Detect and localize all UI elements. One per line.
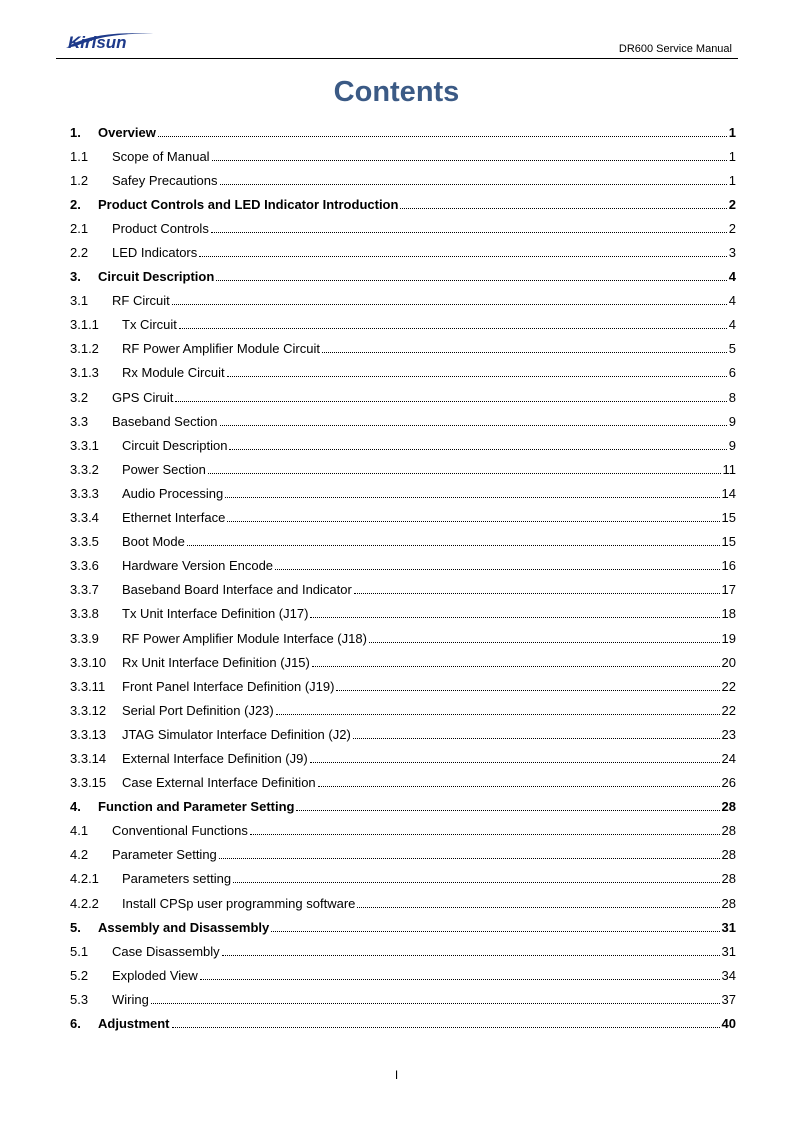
toc-leader-dots xyxy=(227,521,719,522)
toc-entry[interactable] xyxy=(70,409,736,433)
toc-leader-dots xyxy=(219,858,720,859)
toc-leader-dots xyxy=(225,497,719,498)
toc-entry-title[interactable]: Parameters setting xyxy=(122,871,232,887)
toc-entry-page[interactable]: 22 xyxy=(721,678,736,694)
toc-entry-title[interactable]: Baseband Section xyxy=(112,413,218,429)
toc-entry-page[interactable]: 4 xyxy=(728,293,736,309)
toc-leader-dots xyxy=(400,208,726,209)
toc-entry[interactable] xyxy=(70,650,736,674)
toc-entry-title[interactable]: Rx Unit Interface Definition (J15) xyxy=(122,654,310,670)
toc-entry-number: 3.3.10 xyxy=(70,654,107,670)
toc-entry-number: 3.3.6 xyxy=(70,558,99,574)
toc-entry[interactable] xyxy=(70,578,736,602)
toc-leader-dots xyxy=(172,304,727,305)
toc-leader-dots xyxy=(357,907,719,908)
toc-leader-dots xyxy=(220,425,727,426)
toc-entry[interactable] xyxy=(70,506,736,530)
toc-entry-number: 1.2 xyxy=(70,172,89,188)
toc-entry-number: 1.1 xyxy=(70,148,89,164)
toc-entry-page[interactable]: 1 xyxy=(728,148,736,164)
toc-entry-number: 2. xyxy=(70,196,81,212)
toc-entry[interactable] xyxy=(70,457,736,481)
toc-leader-dots xyxy=(369,642,720,643)
toc-entry[interactable] xyxy=(70,626,736,650)
toc-entry[interactable] xyxy=(70,915,736,939)
toc-entry-number: 5.3 xyxy=(70,991,89,1007)
logo-text: Kirisun xyxy=(68,33,127,52)
toc-entry-title[interactable]: Power Section xyxy=(122,461,206,477)
toc-entry[interactable] xyxy=(70,216,736,240)
toc-entry-page[interactable]: 26 xyxy=(721,775,736,791)
toc-leader-dots xyxy=(187,545,720,546)
toc-entry-page[interactable]: 8 xyxy=(728,389,736,405)
toc-leader-dots xyxy=(216,280,726,281)
toc-entry[interactable] xyxy=(70,722,736,746)
toc-entry[interactable] xyxy=(70,385,736,409)
toc-entry[interactable] xyxy=(70,144,736,168)
toc-entry-page[interactable]: 28 xyxy=(721,847,736,863)
toc-entry-page[interactable]: 37 xyxy=(721,991,736,1007)
toc-entry-title[interactable]: Hardware Version Encode xyxy=(122,558,274,574)
toc-entry-title[interactable]: Audio Processing xyxy=(122,485,224,501)
toc-entry-number: 3.3.13 xyxy=(70,726,107,742)
toc-leader-dots xyxy=(212,160,727,161)
toc-entry[interactable] xyxy=(70,746,736,770)
toc-entry-page[interactable]: 28 xyxy=(721,871,736,887)
toc-entry-title[interactable]: Circuit Description xyxy=(98,269,215,285)
toc-leader-dots xyxy=(310,617,719,618)
manual-title: DR600 Service Manual xyxy=(618,43,732,55)
toc-entry-number: 3.3.8 xyxy=(70,606,99,622)
toc-leader-dots xyxy=(227,376,727,377)
toc-entry-page[interactable]: 5 xyxy=(728,341,736,357)
toc-entry[interactable] xyxy=(70,289,736,313)
page-number: I xyxy=(394,1068,399,1082)
table-of-contents xyxy=(70,120,736,1036)
toc-entry-page[interactable]: 3 xyxy=(728,245,736,261)
toc-entry[interactable] xyxy=(70,554,736,578)
toc-entry[interactable] xyxy=(70,819,736,843)
toc-entry[interactable] xyxy=(70,120,736,144)
toc-entry-number: 3.3.5 xyxy=(70,534,99,550)
toc-entry-number: 3.3.9 xyxy=(70,630,99,646)
toc-entry-page[interactable]: 24 xyxy=(721,750,736,766)
toc-entry-page[interactable]: 15 xyxy=(721,534,736,550)
toc-entry[interactable] xyxy=(70,939,736,963)
toc-entry[interactable] xyxy=(70,891,736,915)
toc-entry-page[interactable]: 1 xyxy=(728,172,736,188)
toc-entry-number: 5.1 xyxy=(70,943,89,959)
toc-entry[interactable] xyxy=(70,337,736,361)
toc-entry[interactable] xyxy=(70,795,736,819)
toc-entry-title[interactable]: Scope of Manual xyxy=(112,148,210,164)
toc-entry-title[interactable]: Product Controls xyxy=(112,220,209,236)
toc-entry[interactable] xyxy=(70,674,736,698)
toc-entry[interactable] xyxy=(70,867,736,891)
toc-entry-number: 3.3.12 xyxy=(70,702,107,718)
toc-entry-title[interactable]: Ethernet Interface xyxy=(122,510,226,526)
toc-leader-dots xyxy=(275,569,720,570)
toc-entry-title[interactable]: LED Indicators xyxy=(112,245,198,261)
toc-leader-dots xyxy=(310,762,720,763)
toc-entry-number: 3.3.11 xyxy=(70,678,106,694)
toc-leader-dots xyxy=(179,328,727,329)
toc-entry[interactable] xyxy=(70,698,736,722)
toc-entry-page[interactable]: 15 xyxy=(721,510,736,526)
toc-entry-page[interactable]: 4 xyxy=(728,317,736,333)
toc-entry[interactable] xyxy=(70,963,736,987)
toc-leader-dots xyxy=(250,834,720,835)
toc-entry-title[interactable]: Serial Port Definition (J23) xyxy=(122,702,274,718)
toc-entry-number: 5. xyxy=(70,919,81,935)
toc-entry-title[interactable]: Assembly and Disassembly xyxy=(98,919,270,935)
toc-entry[interactable] xyxy=(70,361,736,385)
toc-leader-dots xyxy=(208,473,721,474)
toc-entry-number: 3.3.3 xyxy=(70,485,99,501)
toc-entry-page[interactable]: 14 xyxy=(721,485,736,501)
toc-entry-title[interactable]: Parameter Setting xyxy=(112,847,217,863)
toc-entry[interactable] xyxy=(70,771,736,795)
toc-leader-dots xyxy=(200,979,720,980)
toc-entry-number: 4. xyxy=(70,799,81,815)
toc-entry-number: 3.3.15 xyxy=(70,775,107,791)
toc-entry-page[interactable]: 18 xyxy=(721,606,736,622)
toc-entry[interactable] xyxy=(70,192,736,216)
toc-entry-title[interactable]: Install CPSp user programming software xyxy=(122,895,356,911)
toc-leader-dots xyxy=(172,1027,720,1028)
toc-leader-dots xyxy=(158,136,727,137)
toc-entry[interactable] xyxy=(70,1011,736,1035)
toc-entry-number: 4.2.2 xyxy=(70,895,99,911)
toc-entry-page[interactable]: 2 xyxy=(728,220,736,236)
toc-entry-number: 1. xyxy=(70,124,81,140)
toc-leader-dots xyxy=(222,955,720,956)
toc-entry-page[interactable]: 31 xyxy=(721,943,736,959)
toc-entry-title[interactable]: Wiring xyxy=(112,991,149,1007)
toc-entry[interactable] xyxy=(70,843,736,867)
toc-leader-dots xyxy=(336,690,719,691)
toc-entry-number: 3.1.3 xyxy=(70,365,99,381)
toc-entry[interactable] xyxy=(70,481,736,505)
toc-entry-title[interactable]: Circuit Description xyxy=(122,437,228,453)
toc-leader-dots xyxy=(354,593,720,594)
toc-entry-title[interactable]: Tx Circuit xyxy=(122,317,177,333)
toc-entry-number: 4.1 xyxy=(70,823,89,839)
toc-entry-number: 3.2 xyxy=(70,389,89,405)
toc-entry-number: 3.3.2 xyxy=(70,461,99,477)
toc-leader-dots xyxy=(322,352,727,353)
page-title: Contents xyxy=(333,76,460,108)
toc-entry[interactable] xyxy=(70,265,736,289)
toc-entry-number: 5.2 xyxy=(70,967,89,983)
toc-entry[interactable] xyxy=(70,433,736,457)
toc-entry[interactable] xyxy=(70,313,736,337)
toc-entry-title[interactable]: RF Power Amplifier Module Interface (J18) xyxy=(122,630,367,646)
toc-leader-dots xyxy=(175,401,726,402)
toc-entry-page[interactable]: 34 xyxy=(721,967,736,983)
toc-leader-dots xyxy=(318,786,720,787)
toc-entry[interactable] xyxy=(70,987,736,1011)
toc-entry-number: 4.2 xyxy=(70,847,89,863)
toc-entry-page[interactable]: 19 xyxy=(721,630,736,646)
toc-entry-page[interactable]: 22 xyxy=(721,702,736,718)
toc-entry-number: 4.2.1 xyxy=(70,871,99,887)
toc-entry-page[interactable]: 31 xyxy=(721,919,736,935)
toc-entry-page[interactable]: 28 xyxy=(721,799,736,815)
toc-entry-number: 3.3 xyxy=(70,413,89,429)
toc-entry-page[interactable]: 28 xyxy=(721,823,736,839)
toc-entry-title[interactable]: Adjustment xyxy=(98,1016,170,1032)
toc-leader-dots xyxy=(271,931,719,932)
toc-entry-number: 3.3.7 xyxy=(70,582,99,598)
toc-entry-title[interactable]: Case Disassembly xyxy=(112,943,220,959)
toc-entry-title[interactable]: Boot Mode xyxy=(122,534,185,550)
toc-entry-page[interactable]: 11 xyxy=(722,461,736,477)
toc-leader-dots xyxy=(276,714,720,715)
toc-entry-title[interactable]: GPS Ciruit xyxy=(112,389,174,405)
toc-entry-title[interactable]: Case External Interface Definition xyxy=(122,775,316,791)
toc-entry-number: 2.2 xyxy=(70,245,89,261)
page-header xyxy=(56,28,738,59)
toc-leader-dots xyxy=(220,184,727,185)
toc-entry-title[interactable]: Tx Unit Interface Definition (J17) xyxy=(122,606,309,622)
toc-entry-title[interactable]: Conventional Functions xyxy=(112,823,248,839)
toc-entry-number: 3.3.14 xyxy=(70,750,107,766)
toc-entry-title[interactable]: Function and Parameter Setting xyxy=(98,799,295,815)
toc-entry-title[interactable]: Exploded View xyxy=(112,967,198,983)
toc-entry-number: 2.1 xyxy=(70,220,89,236)
toc-entry-title[interactable]: Front Panel Interface Definition (J19) xyxy=(122,678,335,694)
toc-entry-page[interactable]: 40 xyxy=(721,1016,736,1032)
toc-entry-number: 3.3.4 xyxy=(70,510,99,526)
toc-entry-title[interactable]: Rx Module Circuit xyxy=(122,365,225,381)
toc-entry[interactable] xyxy=(70,530,736,554)
toc-leader-dots xyxy=(233,882,719,883)
toc-entry[interactable] xyxy=(70,240,736,264)
toc-entry-title[interactable]: Overview xyxy=(98,124,156,140)
toc-leader-dots xyxy=(229,449,726,450)
toc-entry-page[interactable]: 6 xyxy=(728,365,736,381)
toc-entry-number: 3. xyxy=(70,269,81,285)
toc-entry-number: 3.1 xyxy=(70,293,89,309)
toc-entry-page[interactable]: 9 xyxy=(728,437,736,453)
toc-entry-page[interactable]: 28 xyxy=(721,895,736,911)
toc-entry-number: 6. xyxy=(70,1016,81,1032)
toc-entry-title[interactable]: Product Controls and LED Indicator Introduction xyxy=(98,196,399,212)
toc-leader-dots xyxy=(296,810,719,811)
toc-entry-number: 3.1.2 xyxy=(70,341,99,357)
toc-entry-title[interactable]: RF Circuit xyxy=(112,293,170,309)
toc-leader-dots xyxy=(199,256,727,257)
toc-entry-title[interactable]: JTAG Simulator Interface Definition (J2) xyxy=(122,726,351,742)
toc-leader-dots xyxy=(211,232,727,233)
toc-entry-title[interactable]: Safey Precautions xyxy=(112,172,218,188)
toc-entry-page[interactable]: 17 xyxy=(721,582,736,598)
toc-leader-dots xyxy=(312,666,720,667)
toc-entry-title[interactable]: RF Power Amplifier Module Circuit xyxy=(122,341,320,357)
toc-entry-page[interactable]: 9 xyxy=(728,413,736,429)
toc-leader-dots xyxy=(151,1003,720,1004)
toc-leader-dots xyxy=(353,738,720,739)
toc-entry-page[interactable]: 1 xyxy=(728,124,736,140)
toc-entry[interactable] xyxy=(70,602,736,626)
toc-entry-title[interactable]: Baseband Board Interface and Indicator xyxy=(122,582,352,598)
toc-entry-page[interactable]: 4 xyxy=(728,269,736,285)
toc-entry[interactable] xyxy=(70,168,736,192)
toc-entry-page[interactable]: 23 xyxy=(721,726,736,742)
toc-entry-number: 3.1.1 xyxy=(70,317,99,333)
kirisun-logo xyxy=(62,28,157,54)
toc-entry-page[interactable]: 16 xyxy=(721,558,736,574)
toc-entry-page[interactable]: 20 xyxy=(721,654,736,670)
toc-entry-number: 3.3.1 xyxy=(70,437,99,453)
toc-entry-page[interactable]: 2 xyxy=(728,196,736,212)
toc-entry-title[interactable]: External Interface Definition (J9) xyxy=(122,750,308,766)
